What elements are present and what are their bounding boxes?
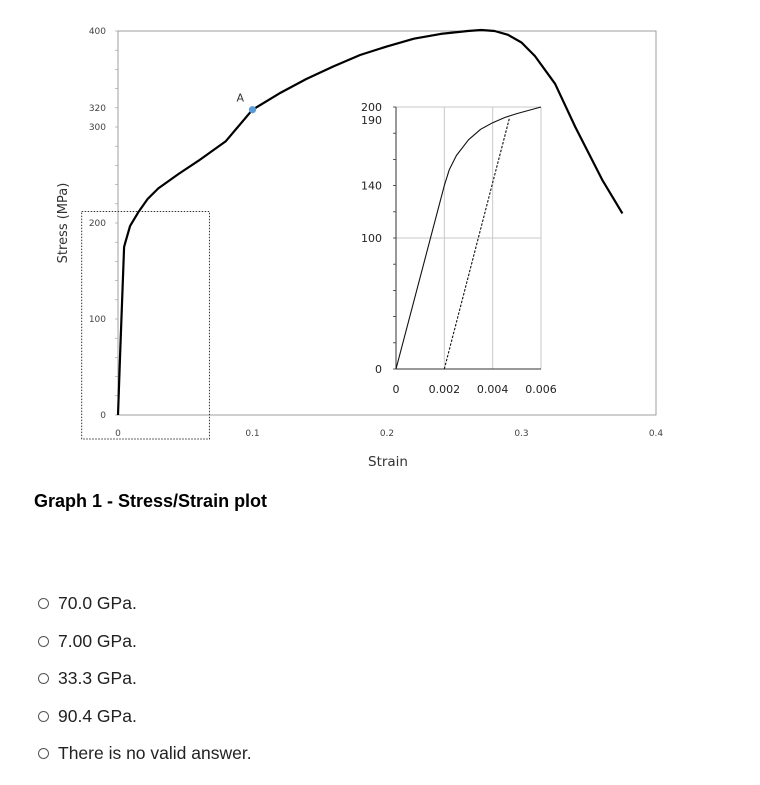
point-a-marker [249,106,256,113]
x-tick-label: 0.3 [514,429,529,439]
inset-x-tick-label: 0.004 [476,383,509,396]
radio-button[interactable] [38,673,49,684]
x-tick-label: 0.2 [379,429,395,439]
inset-x-tick-label: 0.002 [428,383,461,396]
answer-option[interactable] [38,585,252,623]
inset-x-tick-label: 0.006 [525,383,557,396]
y-tick-label: 320 [88,103,106,114]
answer-option[interactable] [38,698,252,736]
answer-option-label: 33.3 GPa. [58,668,137,689]
inset-y-tick-label: 140 [361,179,382,193]
x-axis-label: Strain [368,454,408,470]
graph-caption: Graph 1 - Stress/Strain plot [34,491,268,511]
answer-option[interactable] [38,623,252,661]
y-tick-label: 100 [88,315,106,325]
stress-strain-curve [118,30,622,415]
x-tick-label: 0.1 [245,429,260,439]
y-tick-label: 300 [88,123,106,133]
radio-button[interactable] [38,598,49,609]
x-tick-label: 0 [115,429,121,439]
y-axis-label: Stress (MPa) [56,182,71,264]
x-tick-label: 0.4 [648,429,664,439]
inset-x-tick-label: 0 [392,383,400,396]
inset-y-tick-label: 0 [375,363,382,376]
answer-option-label: 70.0 GPa. [58,593,137,614]
inset-y-tick-label: 190 [361,114,382,128]
point-a-label: A [236,91,245,105]
answer-option-label: 90.4 GPa. [58,705,137,726]
y-tick-label: 400 [88,27,106,37]
answer-option-label: There is no valid answer. [58,743,252,764]
y-tick-label: 200 [88,219,106,229]
inset-y-tick-label: 100 [361,232,382,245]
zoom-region-box [82,211,210,439]
radio-button[interactable] [38,711,49,722]
radio-button[interactable] [38,636,49,647]
y-tick-label: 0 [100,411,106,421]
radio-button[interactable] [38,748,49,759]
answer-option[interactable] [38,660,252,698]
plot-frame [118,31,656,415]
answer-option-label: 7.00 GPa. [58,630,137,651]
answer-options [38,585,252,773]
answer-option[interactable] [38,735,252,773]
inset-y-tick-label: 200 [361,101,382,114]
